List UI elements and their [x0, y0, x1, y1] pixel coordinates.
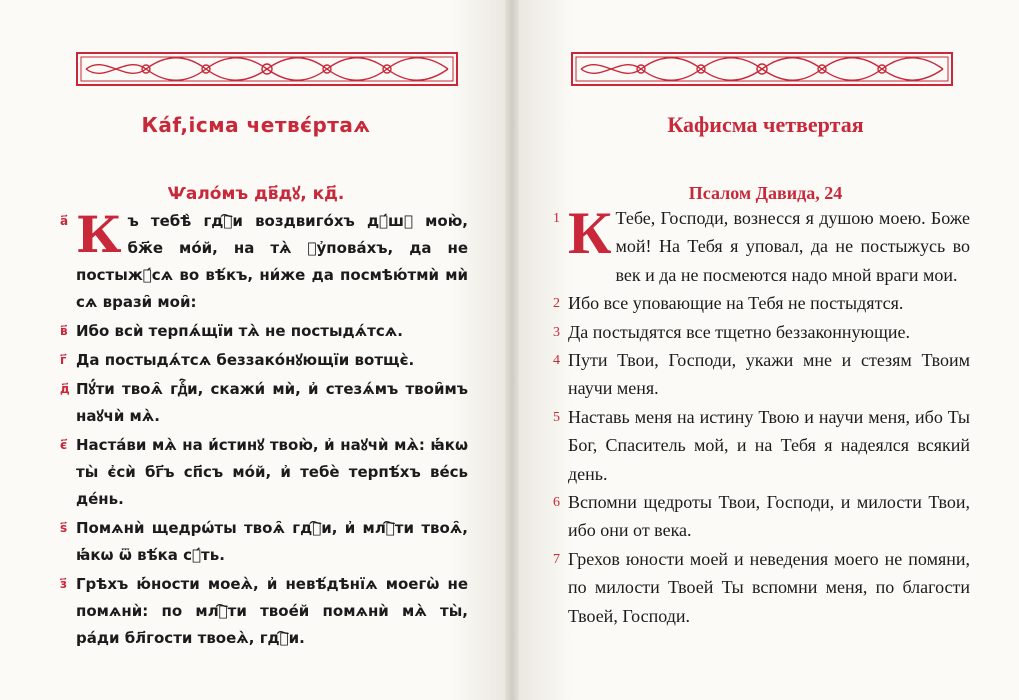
verse-text: Да постыдѧ́тсѧ беззако́нꙋющїи вотщє̀.	[76, 351, 415, 369]
verse-text: Грѣхъ ю҆́ности моеѧ̀, и҆ невѣ́дѣнїѧ моегѡ̀ не помѧнѝ: по млⷭ҇ти твое́й помѧнѝ мѧ̀ ты̀, ра́ди бл҃гости твоеѧ̀, гдⷭ҇и.	[76, 575, 468, 647]
verse-number: 2	[553, 296, 560, 312]
verse	[553, 289, 970, 317]
drop-cap: К	[76, 205, 122, 264]
psalm-heading-slavonic: Ѱало́мъ дв҃дꙋ, кд҃.	[167, 184, 345, 204]
verse-text: Наста́ви мѧ̀ на и҆́стинꙋ твою̀, и҆ наꙋчѝ мѧ̀: ꙗ҆́кѡ ты̀ є҆сѝ бг҃ъ сп҃съ мо́й, и҆ тебѐ терпѣ́хъ ве́сь де́нь.	[76, 436, 468, 508]
verse	[60, 515, 468, 569]
verse-number: д҃	[60, 382, 70, 396]
verse-number: з҃	[60, 577, 67, 591]
verse-number: 4	[553, 353, 560, 369]
verse-text: Ибо все уповающие на Тебя не постыдятся.	[568, 293, 904, 314]
verse-text: Тебе, Господи, вознесся я душою моею. Боже мой! На Тебя я уповал, да не постыжусь во век и да не посмеются надо мной враги мои.	[615, 208, 970, 285]
verse	[60, 571, 468, 652]
verse-number: ѕ҃	[60, 521, 68, 535]
kathisma-title-slavonic: Ка́f,ісма четвє́ртаѧ	[141, 113, 371, 137]
book-gutter	[505, 0, 519, 700]
verse	[553, 318, 970, 346]
ornament-band-left	[76, 52, 458, 86]
verse	[60, 318, 468, 345]
verse-number: є҃	[60, 438, 68, 452]
verse	[60, 347, 468, 374]
drop-cap: К	[568, 200, 612, 266]
verse-number: 6	[553, 495, 560, 511]
verse-number: 3	[553, 324, 560, 340]
kathisma-title-russian: Кафисма четвертая	[667, 112, 864, 137]
ornament-band-right	[571, 52, 953, 86]
verse-number: 5	[553, 409, 560, 425]
verse-text: Пути Твои, Господи, укажи мне и стезям Твоим научи меня.	[568, 350, 970, 399]
verse-text: Наставь меня на истину Твою и научи меня, ибо Ты Бог, Спаситель мой, и на Тебя я надеялся всякий день.	[568, 406, 970, 484]
right-page	[512, 0, 1019, 700]
psalm-heading-russian: Псалом Давида, 24	[688, 183, 843, 203]
verse-number: в҃	[60, 324, 68, 338]
verse	[553, 545, 970, 630]
verse	[60, 205, 468, 316]
verse	[553, 403, 970, 488]
verse-number: г҃	[60, 353, 67, 367]
verse-text: Да постыдятся все тщетно беззаконнующие.	[568, 321, 910, 342]
verse-text: Грехов юности моей и неведения моего не помяни, по милости Твоей Ты вспомни меня, по благости Твоей, Господи.	[568, 548, 970, 626]
verse-number: 7	[553, 551, 560, 567]
verse	[553, 346, 970, 403]
psalm-text-russian	[553, 200, 970, 630]
verse-text: Ибо всѝ терпѧ́щїи тѧ̀ не постыдѧ́тсѧ.	[76, 322, 403, 340]
psalm-text-slavonic	[60, 205, 468, 654]
verse	[553, 488, 970, 545]
verse-text: ъ тебѣ̀ гдⷭ҇и воздвиго́хъ дꙋ́шꙋ мою̀, бж҃е мо́й, на тѧ̀ ᲂу҆пова́хъ, да не постыжꙋ́сѧ во вѣ́къ, ни́же да посмѣю́тмѝ мѝ сѧ врази̑ мои̑:	[76, 212, 468, 311]
verse-text: Пꙋ́ти твоѧ̑ гдⷭ҇и, скажи́ мѝ, и҆ стезѧ́мъ твои̑мъ наꙋчѝ мѧ̀.	[76, 380, 468, 425]
verse	[60, 432, 468, 513]
verse	[60, 376, 468, 430]
verse	[553, 200, 970, 289]
verse-number: а҃	[60, 214, 69, 228]
verse-text: Вспомни щедроты Твои, Господи, и милости Твои, ибо они от века.	[568, 492, 970, 541]
verse-text: Помѧнѝ щедрѡ́ты твоѧ̑ гдⷭ҇и, и҆ млⷭ҇ти твоѧ̑, ꙗ҆́кѡ ѿ вѣ́ка сꙋ́ть.	[76, 519, 468, 564]
verse-number: 1	[553, 211, 560, 226]
